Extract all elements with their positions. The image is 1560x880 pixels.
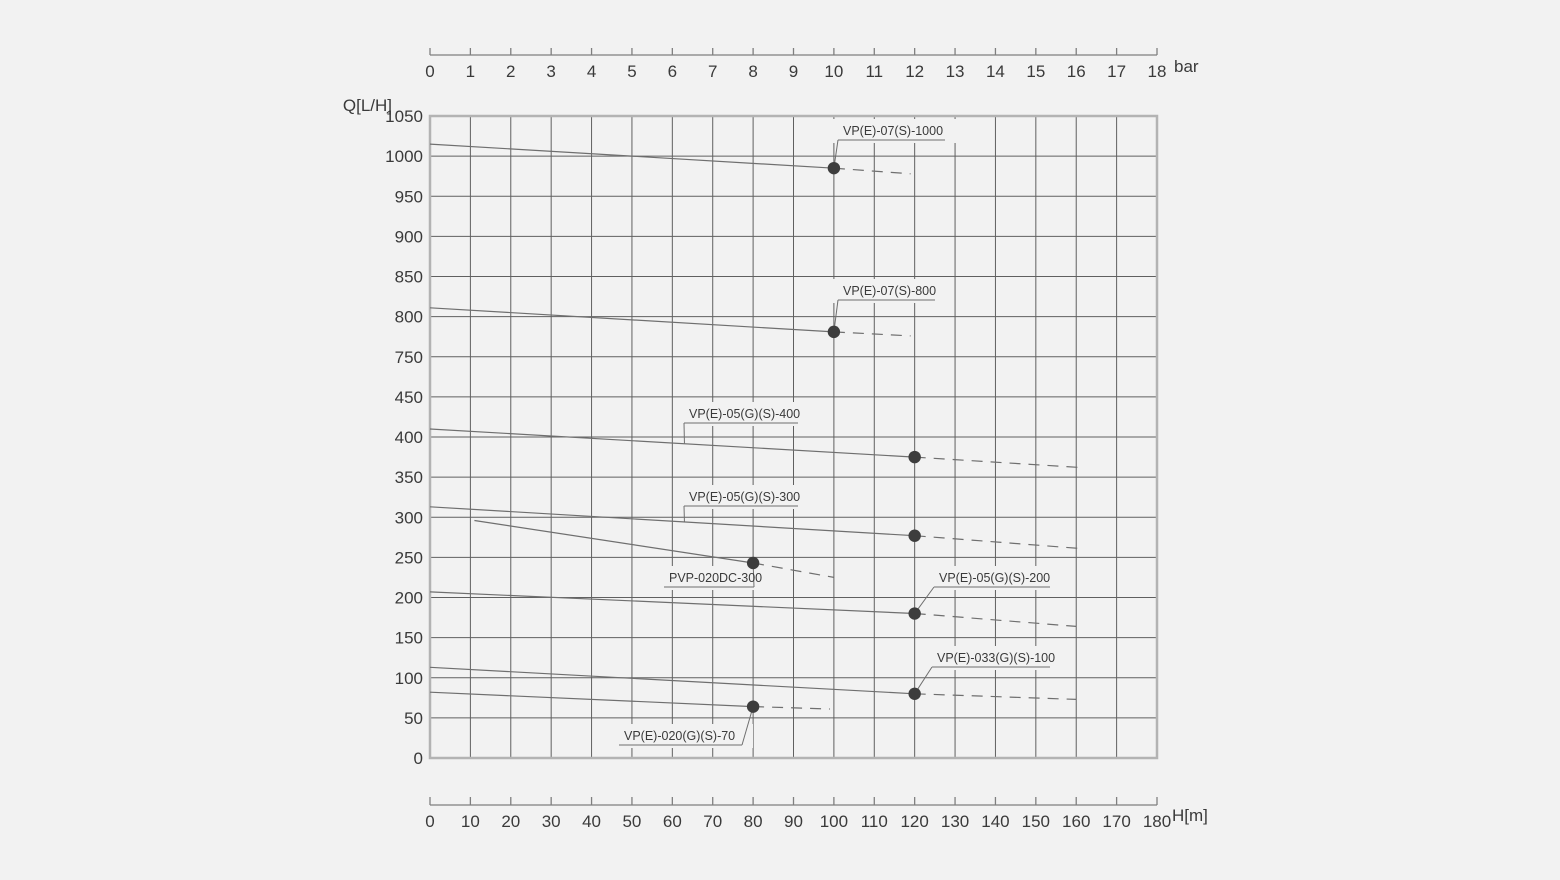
data-point-marker xyxy=(908,530,920,542)
svg-text:30: 30 xyxy=(541,812,561,831)
svg-text:50: 50 xyxy=(404,708,423,728)
svg-text:170: 170 xyxy=(1102,812,1131,831)
series-label-text: VP(E)-05(G)(S)-300 xyxy=(689,490,801,504)
svg-text:16: 16 xyxy=(1066,62,1086,81)
svg-text:90: 90 xyxy=(784,812,803,831)
series-label-text: VP(E)-07(S)-1000 xyxy=(843,124,944,138)
svg-text:1050: 1050 xyxy=(385,107,423,126)
svg-text:80: 80 xyxy=(743,812,763,831)
data-point-marker xyxy=(908,607,920,619)
svg-text:160: 160 xyxy=(1062,812,1091,831)
series-label-text: VP(E)-05(G)(S)-200 xyxy=(939,571,1051,585)
svg-text:0: 0 xyxy=(413,749,423,768)
svg-text:150: 150 xyxy=(1021,812,1051,831)
svg-text:2: 2 xyxy=(506,62,516,81)
series-label-text: VP(E)-05(G)(S)-400 xyxy=(689,407,801,421)
svg-text:200: 200 xyxy=(394,588,423,608)
data-point-marker xyxy=(828,326,840,338)
svg-text:900: 900 xyxy=(394,227,423,247)
data-point-marker xyxy=(908,451,920,463)
bottom-axis-unit: H[m] xyxy=(1172,806,1208,825)
series-label-text: PVP-020DC-300 xyxy=(669,571,763,585)
svg-text:250: 250 xyxy=(394,548,423,568)
svg-text:850: 850 xyxy=(394,267,423,287)
svg-text:300: 300 xyxy=(394,508,423,528)
svg-text:750: 750 xyxy=(394,347,423,367)
top-axis-unit: bar xyxy=(1174,57,1199,76)
series-label-text: VP(E)-07(S)-800 xyxy=(843,284,937,298)
svg-text:350: 350 xyxy=(394,468,423,488)
data-point-marker xyxy=(747,557,759,569)
svg-text:40: 40 xyxy=(582,812,602,831)
svg-text:8: 8 xyxy=(748,62,758,81)
svg-text:9: 9 xyxy=(788,62,799,81)
svg-text:0: 0 xyxy=(425,62,435,81)
svg-text:4: 4 xyxy=(586,62,597,81)
svg-text:7: 7 xyxy=(707,62,718,81)
svg-text:11: 11 xyxy=(865,62,884,81)
svg-text:20: 20 xyxy=(501,812,521,831)
svg-text:120: 120 xyxy=(900,812,929,831)
svg-text:10: 10 xyxy=(460,812,480,831)
data-point-marker xyxy=(908,688,920,700)
svg-text:800: 800 xyxy=(394,307,423,327)
svg-text:1000: 1000 xyxy=(385,147,423,167)
data-point-marker xyxy=(747,700,759,712)
svg-text:0: 0 xyxy=(425,812,435,831)
svg-text:130: 130 xyxy=(940,812,970,831)
svg-text:18: 18 xyxy=(1147,62,1167,81)
svg-text:100: 100 xyxy=(394,668,423,688)
svg-text:6: 6 xyxy=(667,62,678,81)
svg-text:60: 60 xyxy=(662,812,682,831)
svg-text:5: 5 xyxy=(627,62,637,81)
svg-text:140: 140 xyxy=(981,812,1010,831)
svg-text:50: 50 xyxy=(622,812,642,831)
svg-text:3: 3 xyxy=(546,62,556,81)
left-axis-unit: Q[L/H] xyxy=(342,96,392,115)
svg-text:10: 10 xyxy=(824,62,844,81)
svg-text:1: 1 xyxy=(465,62,476,81)
svg-text:450: 450 xyxy=(394,387,423,407)
svg-text:12: 12 xyxy=(905,62,925,81)
svg-text:13: 13 xyxy=(945,62,965,81)
svg-text:17: 17 xyxy=(1107,62,1127,81)
svg-text:100: 100 xyxy=(819,812,849,831)
svg-text:180: 180 xyxy=(1142,812,1172,831)
svg-text:70: 70 xyxy=(703,812,723,831)
series-label-text: VP(E)-020(G)(S)-70 xyxy=(624,729,736,743)
svg-text:15: 15 xyxy=(1026,62,1046,81)
svg-text:950: 950 xyxy=(394,187,423,207)
data-point-marker xyxy=(828,162,840,174)
svg-text:400: 400 xyxy=(394,428,423,447)
svg-text:110: 110 xyxy=(860,812,888,831)
svg-text:150: 150 xyxy=(394,628,423,648)
svg-text:14: 14 xyxy=(985,62,1005,81)
series-label-text: VP(E)-033(G)(S)-100 xyxy=(937,651,1056,665)
